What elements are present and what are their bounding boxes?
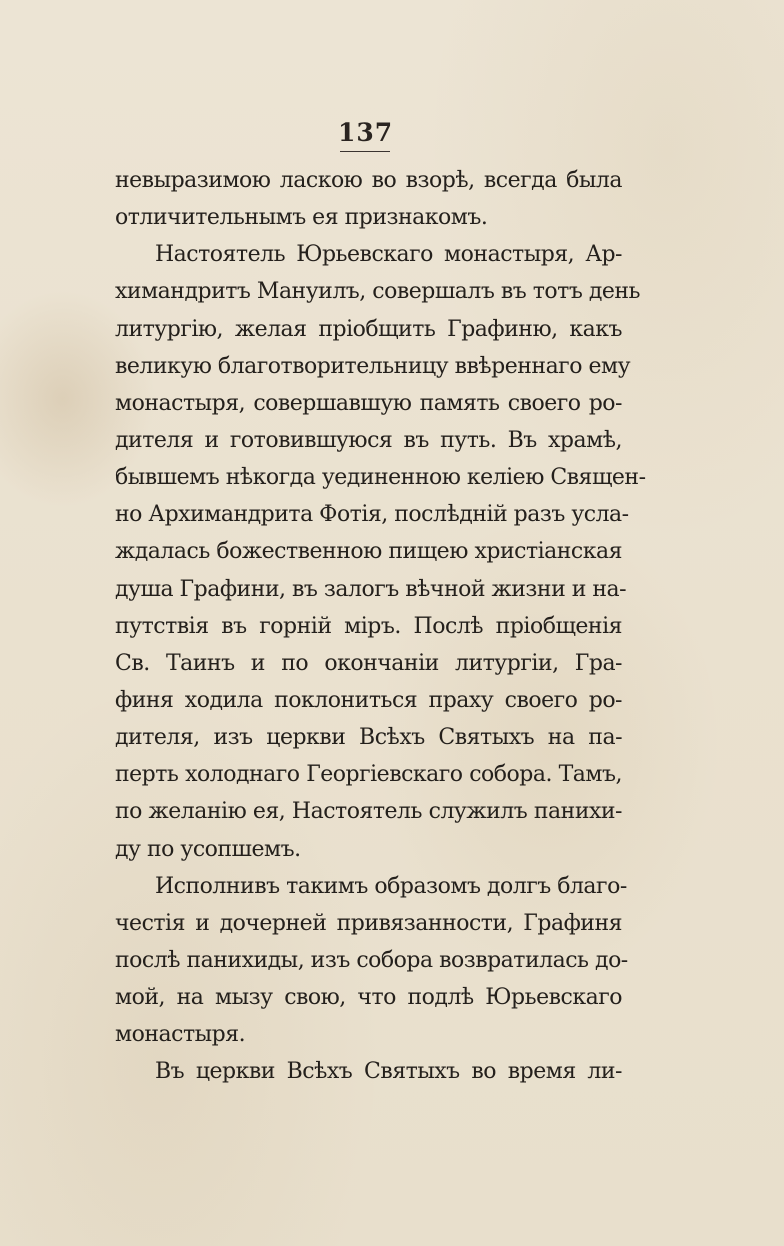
text-line: невыразимою ласкою во взорѣ, всегда была (115, 168, 622, 193)
text-line: по желанію ея, Настоятель служилъ панихи- (115, 799, 622, 825)
text-line: химандритъ Мануилъ, совершалъ въ тотъ день (115, 279, 641, 305)
text-line: отличительнымъ ея признакомъ. (115, 205, 488, 231)
text-line: ждалась божественною пищею христіанская (115, 539, 622, 565)
text-line: душа Графини, въ залогъ вѣчной жизни и на- (115, 576, 627, 602)
text-line: мой, на мызу свою, что подлѣ Юрьевскаго (115, 985, 622, 1011)
text-line: Настоятель Юрьевскаго монастыря, Ар- (155, 242, 622, 268)
text-line: честія и дочерней привязанности, Графиня (115, 910, 622, 936)
text-line: дителя, изъ церкви Всѣхъ Святыхъ на па- (115, 725, 622, 751)
text-line: Св. Таинъ и по окончаніи литургіи, Гра- (115, 650, 622, 676)
page-number-rule (340, 151, 390, 152)
text-line: Исполнивъ такимъ образомъ долгъ благо- (155, 873, 627, 899)
text-line: ду по усопшемъ. (115, 836, 301, 862)
text-line: монастыря, совершавшую память своего ро- (115, 390, 622, 416)
text-line: великую благотворительницу ввѣреннаго ему (115, 353, 631, 379)
text-line: монастыря. (115, 1022, 246, 1048)
page-number: 137 (338, 118, 394, 147)
body-text (115, 162, 646, 1091)
text-line: финя ходила поклониться праху своего ро- (115, 687, 622, 713)
text-line: Въ церкви Всѣхъ Святыхъ во время ли- (155, 1059, 622, 1085)
text-line: дителя и готовившуюся въ путь. Въ храмѣ, (115, 427, 622, 453)
text-line: но Архимандрита Фотія, послѣдній разъ усла- (115, 502, 629, 528)
text-line: послѣ панихиды, изъ собора возвратилась до- (115, 947, 628, 973)
text-line: литургію, желая пріобщить Графиню, какъ (115, 316, 622, 342)
text-line: путствія въ горній міръ. Послѣ пріобщенія (115, 613, 622, 639)
text-line: бывшемъ нѣкогда уединенною келіею Священ- (115, 465, 646, 491)
text-line: перть холоднаго Георгіевскаго собора. Тамъ, (115, 762, 622, 788)
